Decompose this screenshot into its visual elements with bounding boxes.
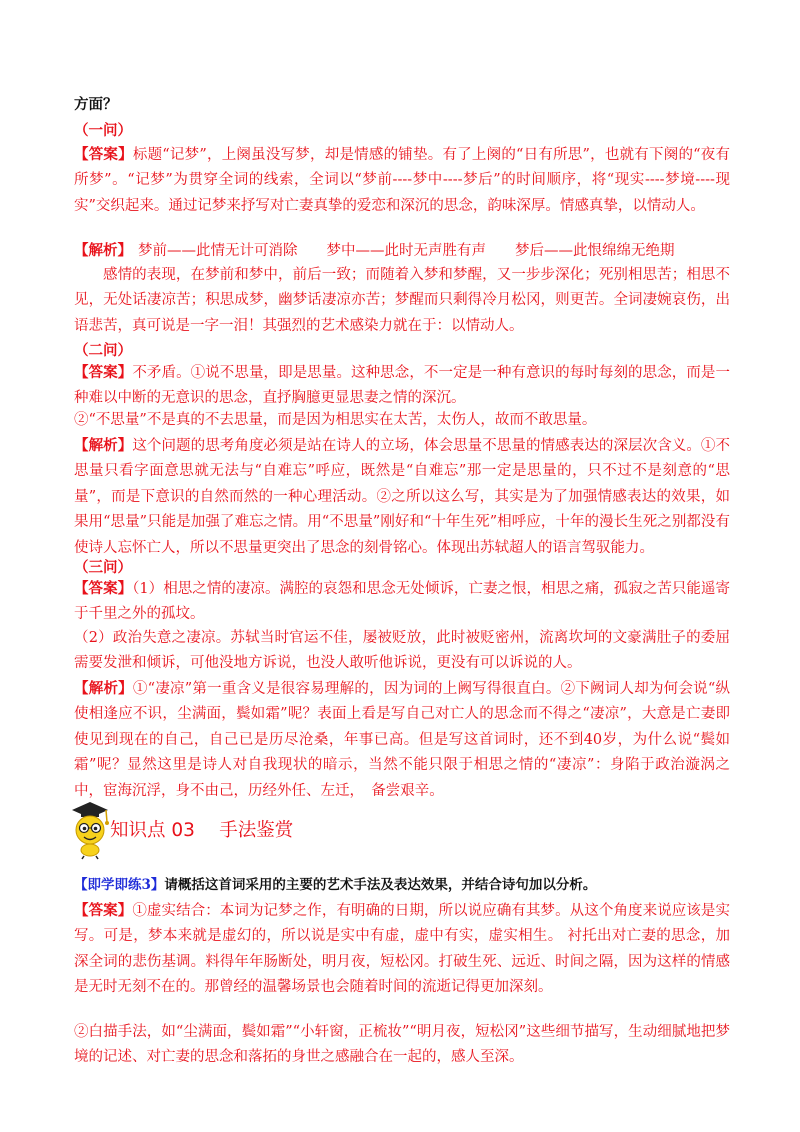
q2-analysis-label: 【解析】	[74, 437, 133, 454]
q3-analysis	[74, 676, 730, 804]
q3-answer-text2: （2）政治失意之凄凉。苏轼当时官运不佳，屡被贬放，此时被贬密州，流离坎坷的文豪满肚子的委屈需要发泄和倾诉，可他没地方诉说，也没人敢听他诉说，更没有可以诉说的人。	[74, 630, 730, 672]
exercise-question-line	[74, 874, 730, 896]
top-fragment: 方面？	[74, 96, 118, 113]
exercise-answer	[74, 898, 730, 1001]
q1-analysis-label: 【解析】	[74, 242, 132, 259]
graduate-cartoon-icon	[66, 800, 110, 860]
exercise-label: 【即学即练3】	[74, 877, 165, 893]
q2-analysis-text: 这个问题的思考角度必须是站在诗人的立场，体会思量不思量的情感表达的深层次含义。①不思量只看字面意思就无法与“自难忘”呼应，既然是“自难忘”那一定是思量的，只不过不是刻意的“思量”，而是下意识的自然而然的一种心理活动。②之所以这么写，其实是为了加强情感表达的效果，如果用“思量”只能是加强了难忘之情。用“不思量”刚好和“十年生死”相呼应，十年的漫长生死之别都没有使诗人忘怀亡人，所以不思量更突出了思念的刻骨铭心。体现出苏轼超人的语言驾驭能力。	[74, 438, 731, 556]
exercise-question: 请概括这首词采用的主要的艺术手法及表达效果，并结合诗句加以分析。	[164, 877, 597, 893]
q1-analysis-text: 感情的表现，在梦前和梦中，前后一致；而随着入梦和梦醒，又一步步深化；死别相思苦；相思不见，无处话凄凉苦；积思成梦，幽梦话凄凉亦苦；梦醒而只剩得冷月松冈，则更苦。全词凄婉哀伤，出语悲苦，真可说是一字一泪！其强烈的艺术感染力就在于：以情动人。	[74, 267, 730, 334]
q3-analysis-text: ①“凄凉”第一重含义是很容易理解的，因为词的上阙写得很直白。②下阙词人却为何会说“纵使相逢应不识，尘满面，鬓如霜”呢？表面上看是写自己对亡人的思念而不得之“凄凉”，大意是亡妻即使见到现在的自己，自己已是历尽沧桑，年事已高。但是写这首词时，还不到40岁，为什么说“鬓如霜”呢？显然这里是诗人对自我现状的暗示，当然不能只限于相思之情的“凄凉”：身陷于政治漩涡之中，宦海沉浮，身不由己，历经外任、左迁， 备尝艰辛。	[74, 681, 730, 799]
q3-answer-text: （1）相思之情的凄凉。满腔的哀怨和思念无处倾诉，亡妻之恨，相思之痛，孤寂之苦只能遥寄于千里之外的孤坟。	[74, 581, 730, 623]
q2-answer-text: 不矛盾。①说不思量，即是思量。这种思念，不一定是一种有意识的每时每刻的思念，而是一种难以中断的无意识的思念，直抒胸臆更显思妻之情的深沉。	[74, 365, 731, 407]
exercise-answer-text: ①虚实结合：本词为记梦之作，有明确的日期，所以说应确有其梦。从这个角度来说应该是实写。可是，梦本来就是虚幻的，所以说是实中有虚，虚中有实，虚实相生。 衬托出对亡妻的思念，加深全词的悲伤基调。料得年年肠断处，明月夜，短松冈。打破生死、远近、时间之隔，因为这样的情感是无时无刻不在的。那曾经的温馨场景也会随着时间的流逝记得更加深刻。	[74, 903, 731, 996]
exercise-answer-text2: ②白描手法，如“尘满面，鬓如霜”“小轩窗，正梳妆”“明月夜，短松冈”这些细节描写，生动细腻地把梦境的记述、对亡妻的思念和落拓的身世之感融合在一起的，感人至深。	[74, 1024, 730, 1066]
q1-answer-label: 【答案】	[74, 146, 133, 163]
q2-answer	[74, 360, 730, 412]
q1-analysis-heading-line	[74, 238, 730, 264]
q3-heading: （三问）	[74, 559, 132, 576]
exercise-answer-label: 【答案】	[74, 902, 133, 919]
q2-heading: （二问）	[74, 342, 132, 359]
q1-answer	[74, 142, 730, 219]
q1-analysis-line: 梦前——此情无计可消除 梦中——此时无声胜有声 梦后——此恨绵绵无绝期	[138, 243, 675, 259]
q2-answer-text2: ②“不思量”不是真的不去思量，而是因为相思实在太苦，太伤人，故而不敢思量。	[74, 412, 597, 428]
q1-heading: （一问）	[74, 122, 132, 139]
knowledge-point-title: 知识点 03 手法鉴赏	[110, 820, 294, 841]
q3-answer	[74, 576, 730, 628]
knowledge-point-heading	[66, 800, 366, 864]
q3-analysis-label: 【解析】	[74, 680, 133, 697]
q1-answer-text: 标题“记梦”，上阕虽没写梦，却是情感的铺垫。有了上阕的“日有所思”，也就有下阕的“夜有所梦”。“记梦”为贯穿全词的线索，全词以“梦前----梦中----梦后”的时间顺序，将“现实----梦境----现实”交织起来。通过记梦来抒写对亡妻真挚的爱恋和深沉的思念，韵味深厚。情感真挚，以情动人。	[74, 147, 731, 214]
q3-answer-label: 【答案】	[74, 580, 133, 597]
q2-answer-label: 【答案】	[74, 364, 133, 381]
q2-analysis	[74, 433, 730, 561]
